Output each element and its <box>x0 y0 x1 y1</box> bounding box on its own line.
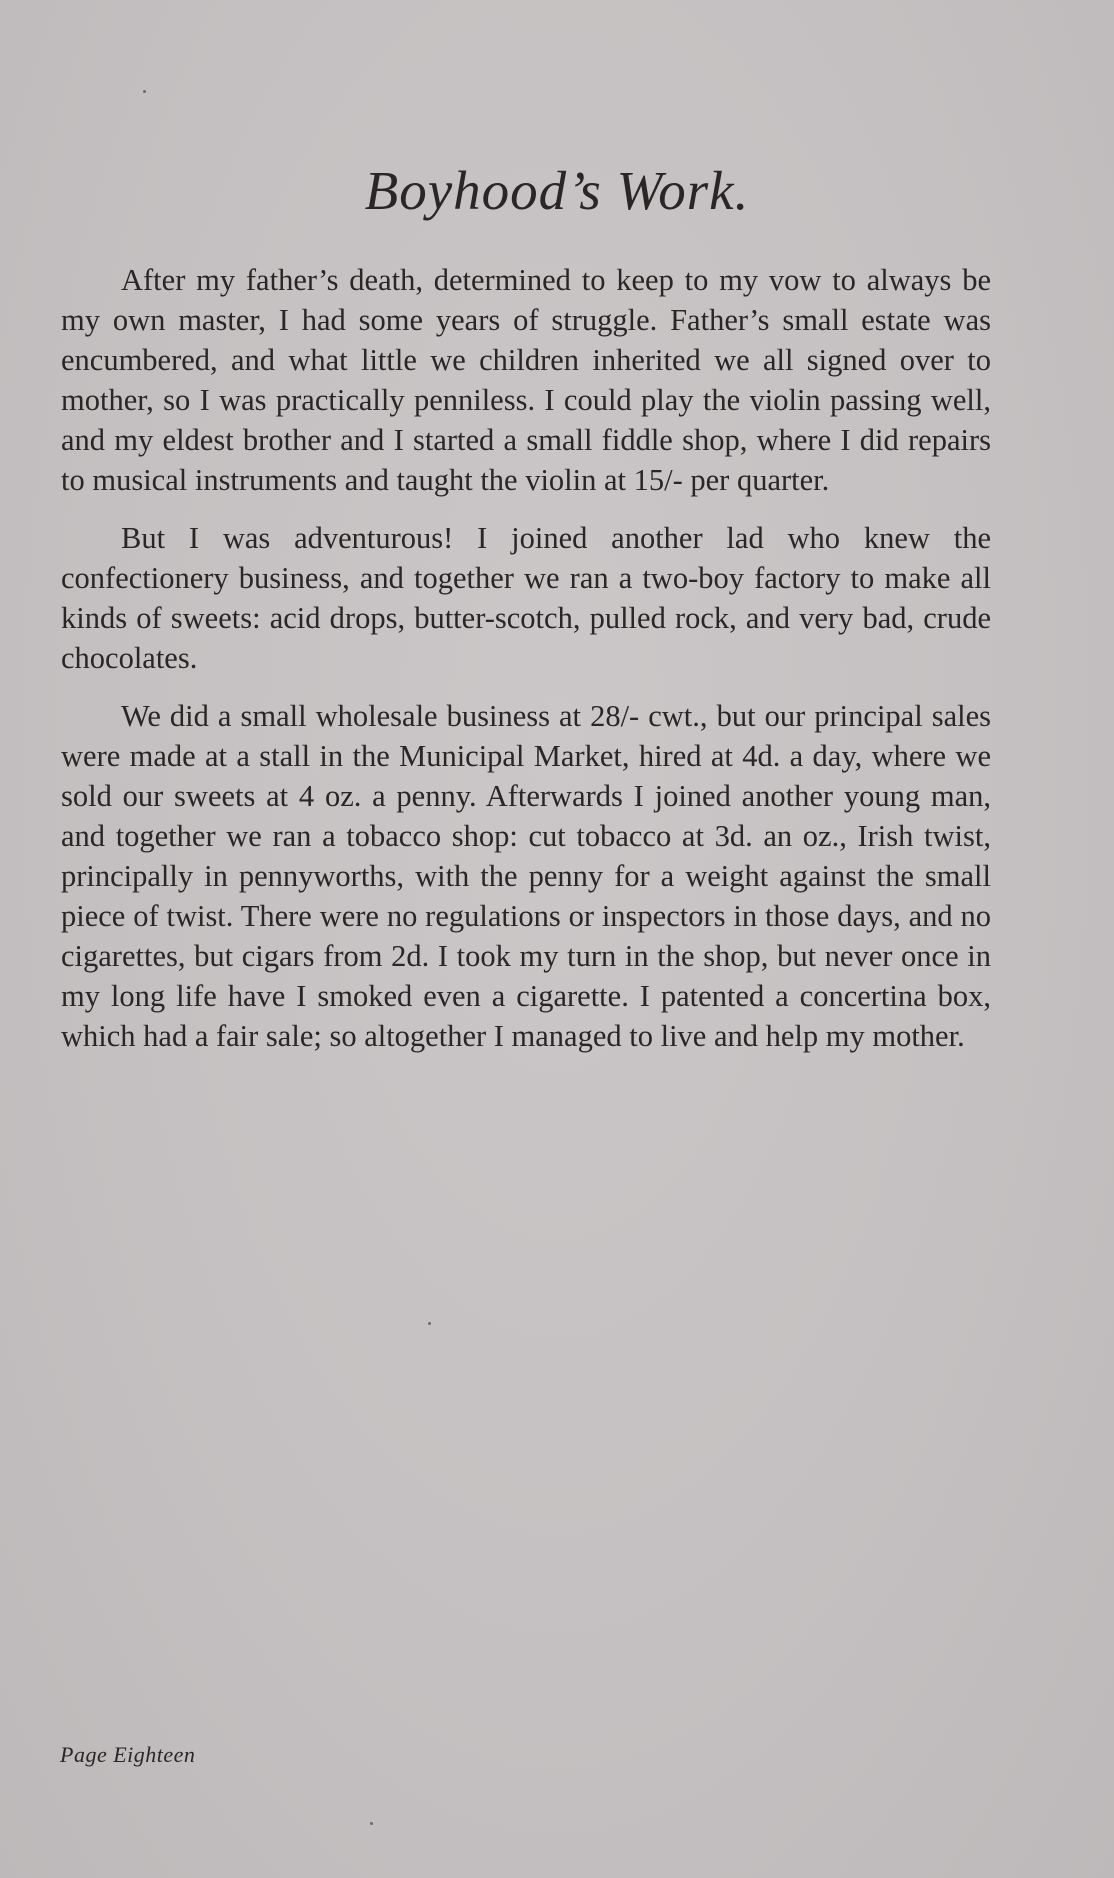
paragraph: But I was adventurous! I joined another lad who knew the confectionery business, and together we ran a two-boy factory to make all kinds of sweets: acid drops, butter-scotch, pulled rock, and very bad, crude chocolates. <box>61 521 991 675</box>
paper-speck <box>143 90 146 93</box>
paragraph: After my father’s death, determined to keep to my vow to always be my own master, I had some years of struggle. Father’s small estate was encumbered, and what little we children inherited we all signed over to mother, so I was practically penniless. I could play the violin passing well, and my eldest brother and I started a small fiddle shop, where I did repairs to musical instruments and taught the violin at 15/- per quarter. <box>61 263 991 497</box>
body-text <box>61 260 991 1074</box>
paper-speck <box>370 1822 373 1825</box>
paper-speck <box>428 1322 431 1325</box>
page-title: Boyhood’s Work. <box>364 160 750 221</box>
paragraph: We did a small wholesale business at 28/- cwt., but our principal sales were made at a stall in the Municipal Market, hired at 4d. a day, where we sold our sweets at 4 oz. a penny. Afterwards I joined another young man, and together we ran a tobacco shop: cut tobacco at 3d. an oz., Irish twist, principally in pennyworths, with the penny for a weight against the small piece of twist. There were no regulations or inspectors in those days, and no cigarettes, but cigars from 2d. I took my turn in the shop, but never once in my long life have I smoked even a cigarette. I patented a concertina box, which had a fair sale; so altogether I managed to live and help my mother. <box>61 699 991 1053</box>
page-number-footer: Page Eighteen <box>60 1742 196 1767</box>
